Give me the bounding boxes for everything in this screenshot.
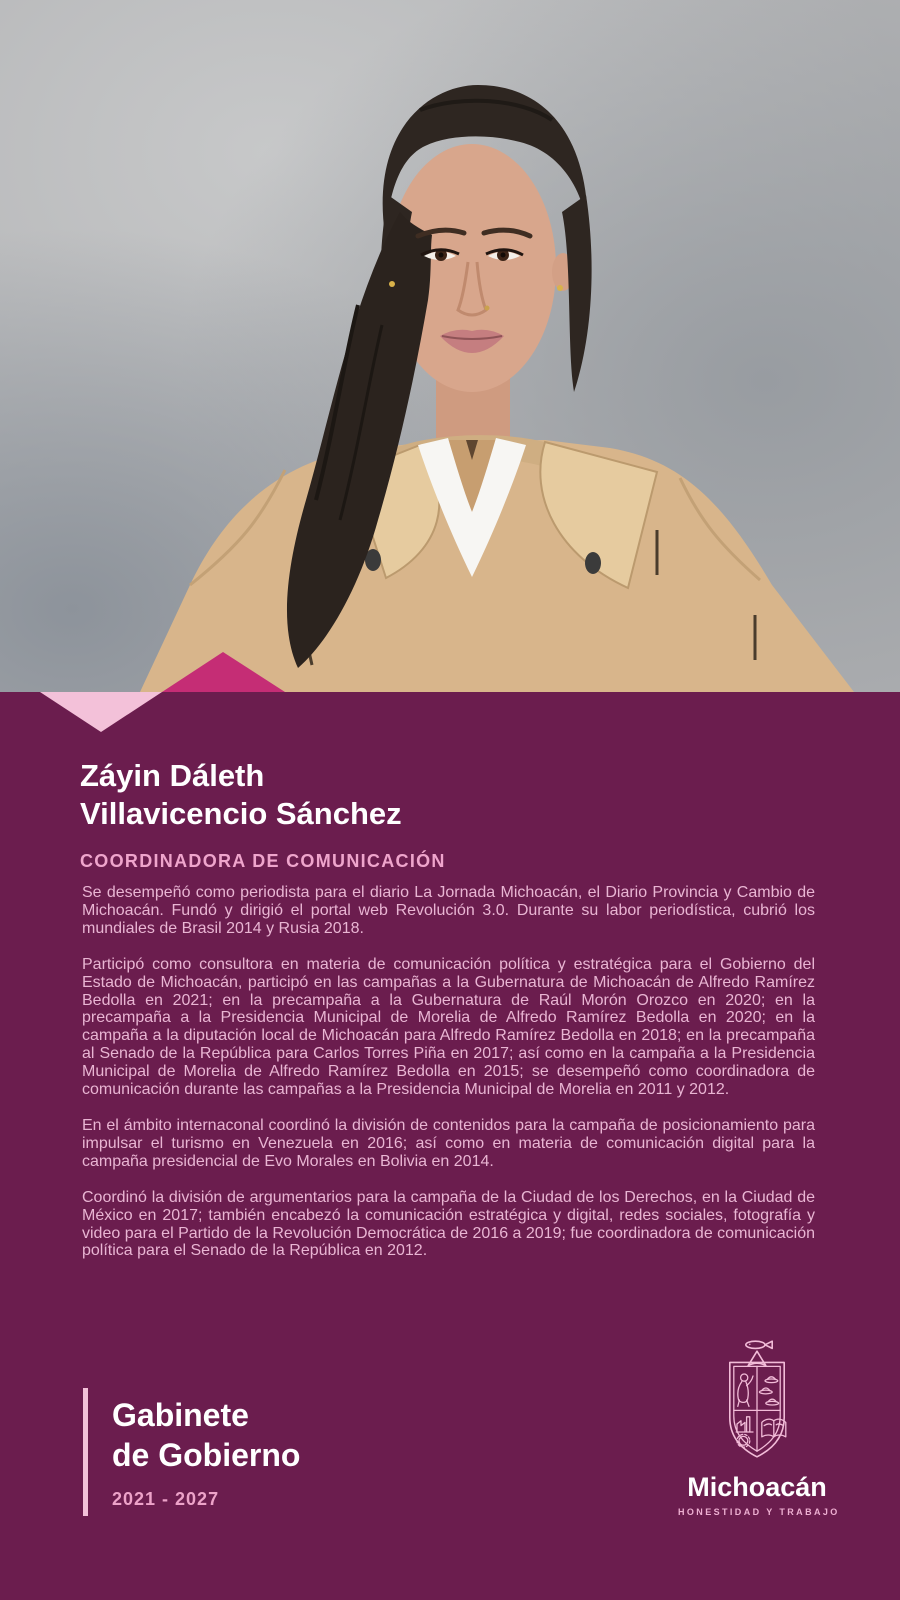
deco-triangle-down xyxy=(40,692,162,732)
program-title-line2: de Gobierno xyxy=(112,1436,301,1473)
bio-paragraph: Participó como consultora en materia de comunicación política y estratégica para el Gobierno del Estado de Michoacán, participó en las campañas a la Gubernatura de Michoacán de Alfredo Ramírez Bedolla en 2021; en la precampaña a la Gubernatura de Raúl Morón Orozco en 2020; en la precampaña a la Presidencia Municipal de Morelia de Alfredo Ramírez Bedolla en 2020; en la campaña a la diputación local de Michoacán para Alfredo Ramírez Bedolla en 2018; en la precampaña al Senado de la República para Carlos Torres Piña en 2017; así como en la campaña a la Presidencia Municipal de Morelia de Alfredo Ramírez Bedolla en 2015; se desempeñó como coordinadora de comunicación durante las campañas a la Presidencia Municipal de Morelia en 2011 y 2012. xyxy=(82,955,815,1099)
role-title: COORDINADORA DE COMUNICACIÓN xyxy=(80,851,446,871)
fish-icon xyxy=(746,1341,772,1348)
brand-wordmark: Michoacán xyxy=(687,1472,827,1502)
deco-triangle-up xyxy=(162,652,285,692)
brand-tagline: HONESTIDAD Y TRABAJO xyxy=(678,1507,840,1517)
shield-outline xyxy=(730,1362,784,1456)
bio-paragraph: En el ámbito internaconal coordinó la división de contenidos para la campaña de posicionamiento para impulsar el turismo en Venezuela en 2016; así como en materia de comunicación digital para la campaña presidencial de Evo Morales en Bolivia en 2014. xyxy=(82,1116,815,1170)
deco-diamond xyxy=(0,640,900,740)
bio-paragraph: Se desempeñó como periodista para el diario La Jornada Michoacán, el Diario Provincia y Cambio de Michoacán. Fundó y dirigió el portal web Revolución 3.0. Durante su labor periodística, cubrió los mundiales de Brasil 2014 y Rusia 2018. xyxy=(82,884,815,937)
person-name-line2: Villavicencio Sánchez xyxy=(80,796,402,831)
program-block xyxy=(83,1388,300,1516)
bio-section xyxy=(82,884,815,1278)
person-name-line1: Záyin Dáleth xyxy=(80,758,265,793)
program-years: 2021 - 2027 xyxy=(112,1488,220,1509)
michoacan-coat-of-arms-icon xyxy=(717,1336,797,1468)
hats-glyph xyxy=(759,1377,778,1405)
bio-paragraph: Coordinó la división de argumentarios para la campaña de la Ciudad de los Derechos, en la Ciudad de México en 2017; también encabezó la comunicación estratégica y digital, redes sociales, fotografía y video para el Partido de la Revolución Democrática de 2016 a 2019; fue coordinadora de comunicación política para el Senado de la República en 2012. xyxy=(82,1188,815,1260)
program-title-line1: Gabinete xyxy=(112,1396,249,1433)
arrowhead-icon xyxy=(748,1351,766,1365)
portrait-illustration xyxy=(0,0,900,692)
portrait-photo xyxy=(0,0,900,692)
brand-block xyxy=(678,1336,840,1517)
person-glyph xyxy=(738,1374,753,1406)
person-name xyxy=(80,757,820,833)
